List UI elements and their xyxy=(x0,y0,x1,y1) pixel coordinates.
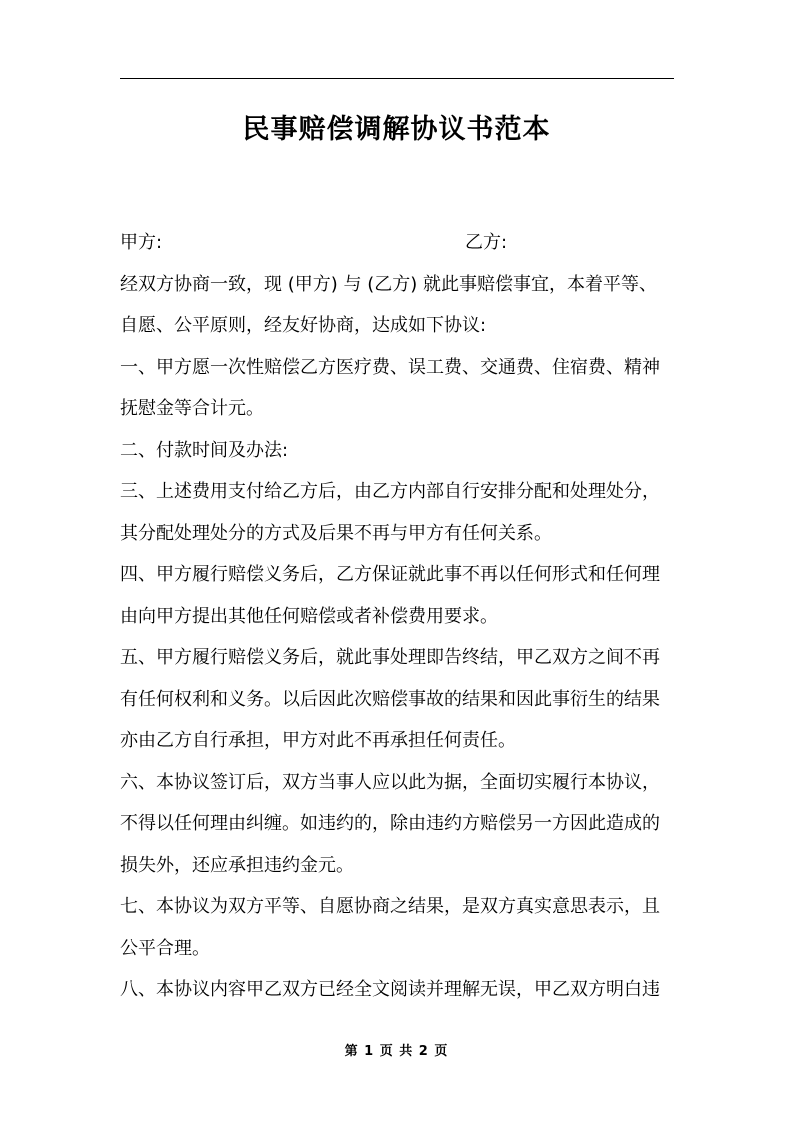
body-line: 亦由乙方自行承担，甲方对此不再承担任何责任。 xyxy=(120,730,516,751)
body-line: 由向甲方提出其他任何赔偿或者补偿费用要求。 xyxy=(120,605,498,627)
party-b-label: 乙方: xyxy=(465,232,508,253)
body-line: 七、本协议为双方平等、自愿协商之结果，是双方真实意思表示，且 xyxy=(120,896,660,917)
body-line: 经双方协商一致，现 (甲方) 与 (乙方) 就此事赔偿事宜，本着平等、 xyxy=(120,273,657,295)
party-line xyxy=(120,222,675,264)
body-line: 五、甲方履行赔偿义务后，就此事处理即告终结，甲乙双方之间不再 xyxy=(120,647,660,668)
document-body xyxy=(120,222,675,1011)
body-line: 不得以任何理由纠缠。如违约的，除由违约方赔偿另一方因此造成的 xyxy=(120,813,660,834)
page-number: 第 1 页 共 2 页 xyxy=(344,1044,449,1059)
body-line: 二、付款时间及办法: xyxy=(120,439,289,461)
body-line: 有任何权利和义务。以后因此次赔偿事故的结果和因此事衍生的结果 xyxy=(120,688,660,710)
body-line: 八、本协议内容甲乙双方已经全文阅读并理解无误，甲乙双方明白违 xyxy=(120,979,660,1000)
body-line: 自愿、公平原则，经友好协商，达成如下协议: xyxy=(120,315,487,336)
body-line: 三、上述费用支付给乙方后，由乙方内部自行安排分配和处理处分， xyxy=(120,481,660,502)
body-line: 四、甲方履行赔偿义务后，乙方保证就此事不再以任何形式和任何理 xyxy=(120,564,660,585)
document-title: 民事赔偿调解协议书范本 xyxy=(242,114,551,145)
body-line: 公平合理。 xyxy=(120,937,210,959)
body-line: 其分配处理处分的方式及后果不再与甲方有任何关系。 xyxy=(120,522,552,544)
body-line: 一、甲方愿一次性赔偿乙方医疗费、误工费、交通费、住宿费、精神 xyxy=(120,356,660,378)
body-line: 抚慰金等合计元。 xyxy=(120,398,264,419)
body-line: 六、本协议签订后，双方当事人应以此为据，全面切实履行本协议， xyxy=(120,771,660,793)
body-line: 损失外，还应承担违约金元。 xyxy=(120,854,354,876)
party-a-label: 甲方: xyxy=(120,232,163,253)
header-rule xyxy=(120,78,674,79)
